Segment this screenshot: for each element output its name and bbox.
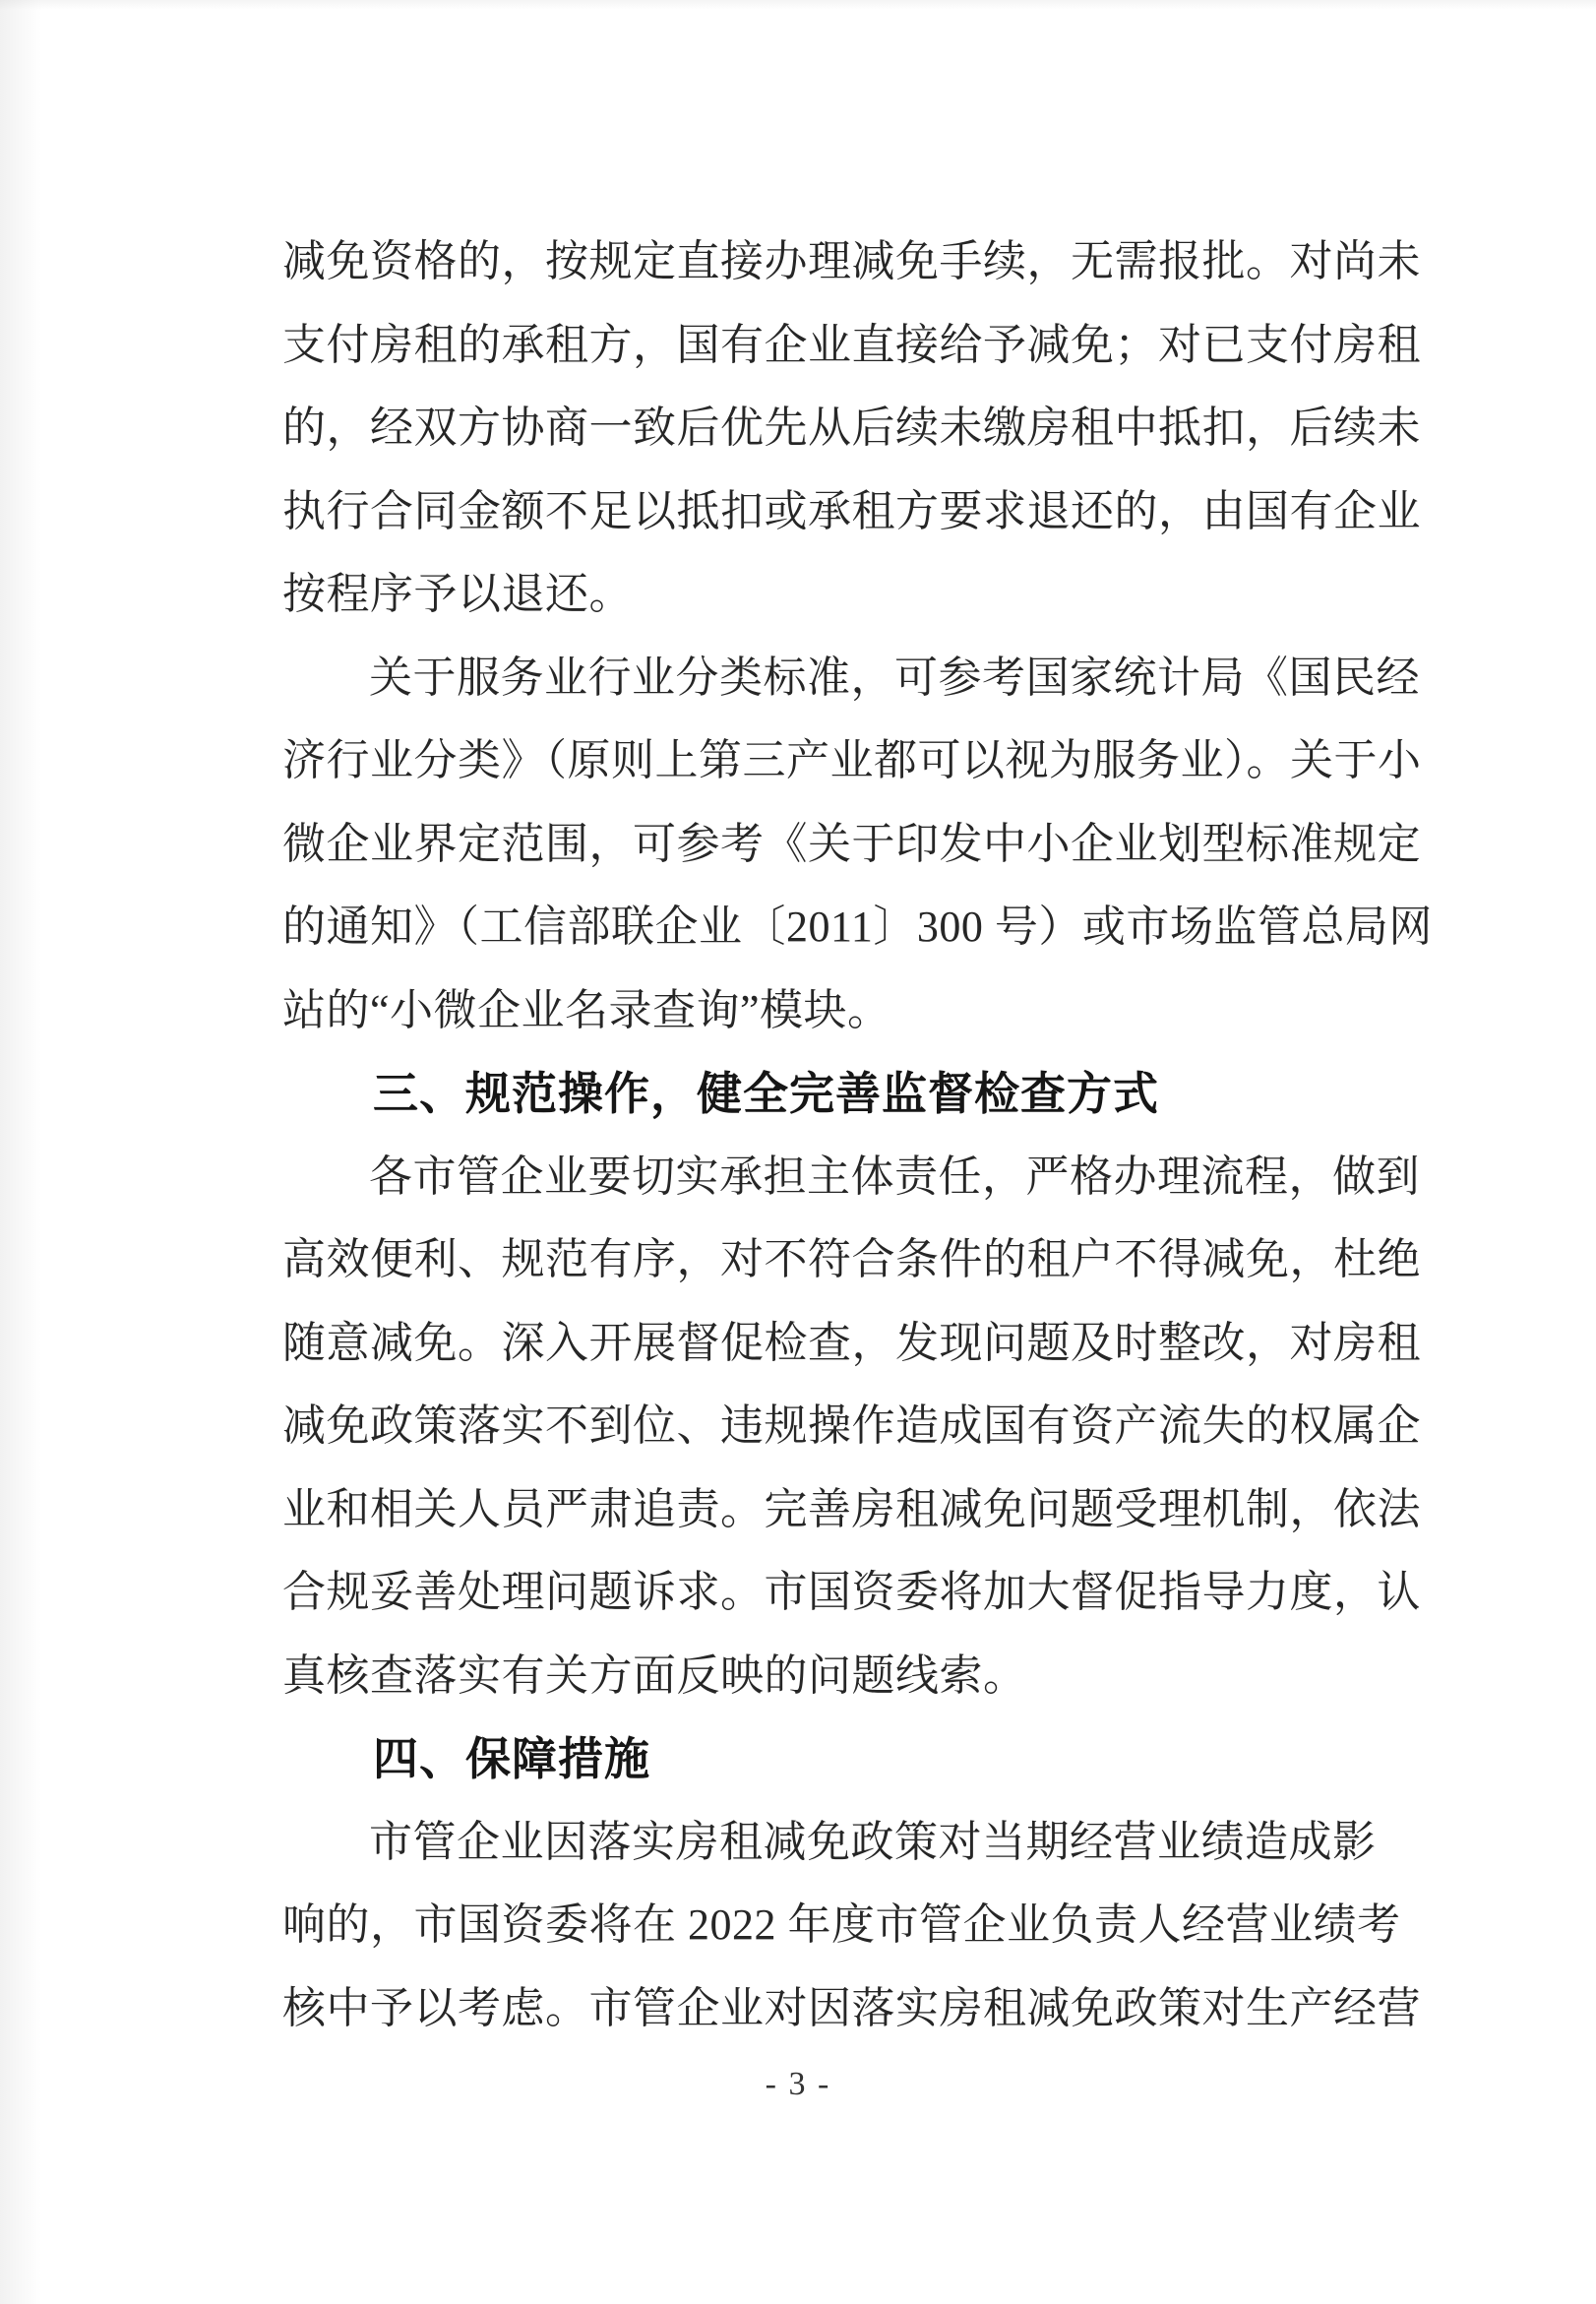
section-heading: 三、规范操作，健全完善监督检查方式 [373,1068,1159,1119]
text-line: 微企业界定范围，可参考《关于印发中小企业划型标准规定 [282,819,1421,868]
text-line: 核中予以考虑。市管企业对因落实房租减免政策对生产经营 [282,1983,1421,2032]
text-line: 关于服务业行业分类标准，可参考国家统计局《国民经 [369,653,1420,702]
document-body [282,220,1433,2050]
text-line: 合规妥善处理问题诉求。市国资委将加大督促指导力度，认 [282,1568,1421,1616]
text-line: 济行业分类》（原则上第三产业都可以视为服务业）。关于小 [282,736,1422,784]
text-line: 业和相关人员严肃追责。完善房租减免问题受理机制，依法 [282,1484,1421,1533]
text-line: 减免政策落实不到位、违规操作造成国有资产流失的权属企 [282,1401,1421,1450]
scan-edge-artifact [0,0,41,2304]
text-line: 的通知》（工信部联企业〔2011〕300 号）或市场监管总局网 [282,903,1433,951]
text-line: 的，经双方协商一致后优先从后续未缴房租中抵扣，后续未 [282,404,1421,452]
text-line: 减免资格的，按规定直接办理减免手续，无需报批。对尚未 [282,237,1421,285]
text-line: 随意减免。深入开展督促检查，发现问题及时整改，对房租 [282,1318,1421,1367]
text-line: 执行合同金额不足以抵扣或承租方要求退还的，由国有企业 [282,486,1421,535]
text-line: 响的，市国资委将在 2022 年度市管企业负责人经营业绩考 [282,1900,1401,1949]
text-line: 按程序予以退还。 [282,570,633,618]
section-heading: 四、保障措施 [373,1733,650,1784]
text-line: 站的“小微企业名录查询”模块。 [282,985,891,1034]
text-line: 支付房租的承租方，国有企业直接给予减免；对已支付房租 [282,320,1421,369]
scan-edge-artifact [0,0,1596,10]
text-line: 高效便利、规范有序，对不符合条件的租户不得减免，杜绝 [282,1235,1421,1283]
page-number: - 3 - [765,2066,831,2102]
text-line: 真核查落实有关方面反映的问题线索。 [282,1650,1027,1700]
text-line: 各市管企业要切实承担主体责任，严格办理流程，做到 [369,1152,1420,1201]
text-line: 市管企业因落实房租减免政策对当期经营业绩造成影 [369,1817,1377,1866]
